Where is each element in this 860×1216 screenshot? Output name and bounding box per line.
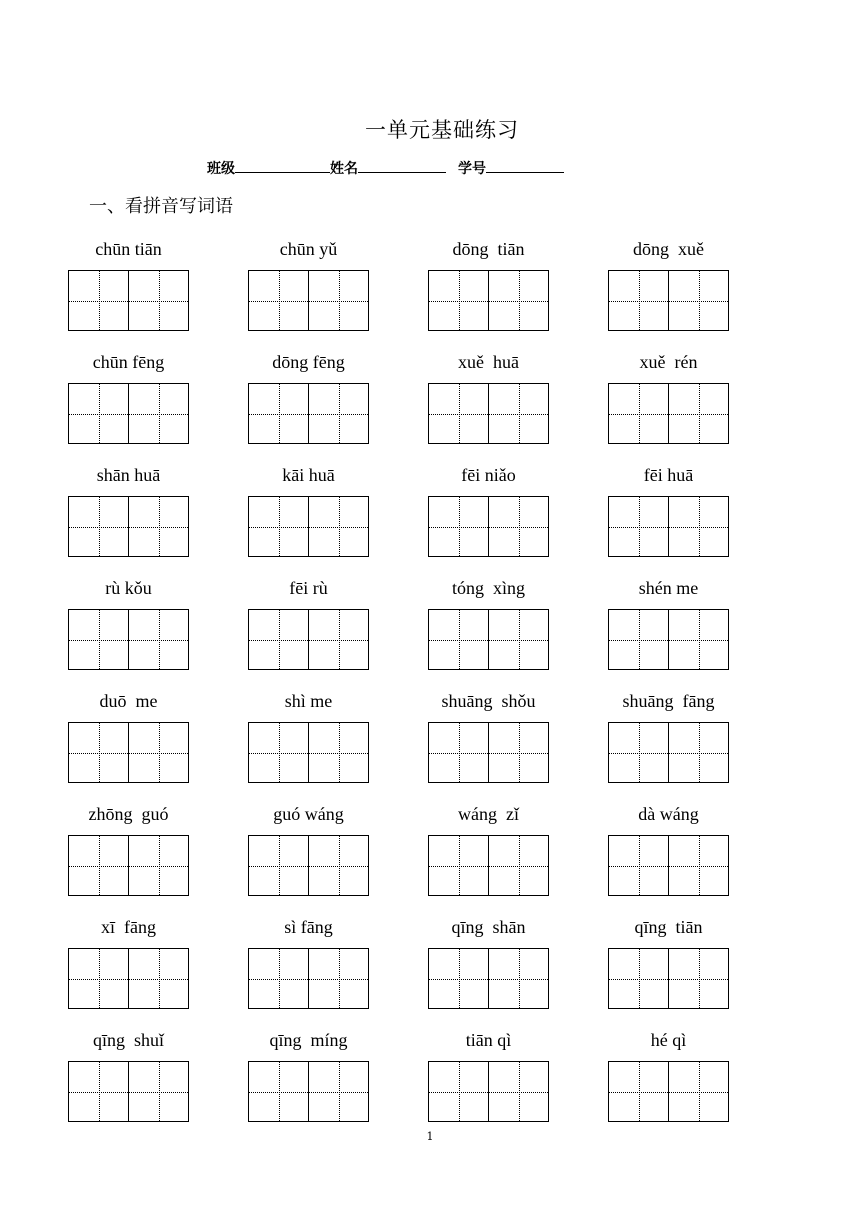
character-box[interactable] [69, 723, 128, 782]
character-box[interactable] [249, 723, 308, 782]
character-box[interactable] [308, 271, 368, 330]
writing-grid [608, 496, 729, 557]
character-box[interactable] [488, 271, 548, 330]
character-box[interactable] [249, 497, 308, 556]
exercise-item [428, 575, 608, 688]
writing-grid [608, 948, 729, 1009]
writing-grid [248, 609, 369, 670]
pinyin-label: dōng tiān [452, 239, 525, 259]
character-box[interactable] [308, 836, 368, 895]
character-box[interactable] [609, 271, 668, 330]
character-box[interactable] [429, 610, 488, 669]
character-box[interactable] [429, 384, 488, 443]
pinyin-label: fēi rù [289, 578, 328, 598]
section-heading: 一、看拼音写词语 [89, 196, 233, 217]
exercise-item [608, 575, 748, 688]
character-box[interactable] [69, 384, 128, 443]
writing-grid [248, 835, 369, 896]
pinyin-label: qīng shān [451, 917, 526, 937]
writing-grid [248, 496, 369, 557]
pinyin-label: xuě rén [639, 352, 698, 372]
character-box[interactable] [249, 1062, 308, 1121]
exercise-item [248, 801, 428, 914]
pinyin-label: dōng xuě [633, 239, 704, 259]
character-box[interactable] [128, 949, 188, 1008]
exercise-row [68, 462, 748, 575]
writing-grid [428, 609, 549, 670]
exercise-row [68, 914, 748, 1027]
character-box[interactable] [308, 723, 368, 782]
pinyin-label: chūn tiān [95, 239, 162, 259]
character-box[interactable] [69, 271, 128, 330]
writing-grid [428, 948, 549, 1009]
character-box[interactable] [668, 836, 728, 895]
writing-grid [428, 835, 549, 896]
name-blank[interactable] [358, 158, 446, 173]
exercise-item [248, 1027, 428, 1140]
character-box[interactable] [128, 610, 188, 669]
exercise-item [608, 688, 748, 801]
exercise-item [68, 462, 248, 575]
character-box[interactable] [429, 949, 488, 1008]
class-label: 班级 [207, 161, 235, 177]
character-box[interactable] [308, 497, 368, 556]
exercise-item [608, 236, 748, 349]
character-box[interactable] [308, 610, 368, 669]
exercise-item [248, 688, 428, 801]
character-box[interactable] [488, 610, 548, 669]
pinyin-label: qīng shuǐ [92, 1030, 164, 1050]
character-box[interactable] [488, 1062, 548, 1121]
pinyin-label: tóng xìng [451, 578, 525, 598]
exercise-item [68, 349, 248, 462]
character-box[interactable] [429, 723, 488, 782]
exercise-item [608, 914, 748, 1027]
character-box[interactable] [128, 384, 188, 443]
character-box[interactable] [128, 723, 188, 782]
character-box[interactable] [668, 497, 728, 556]
exercise-row [68, 688, 748, 801]
exercise-item [428, 914, 608, 1027]
id-blank[interactable] [486, 158, 564, 173]
writing-grid [248, 1061, 369, 1122]
character-box[interactable] [69, 497, 128, 556]
page-number: 1 [426, 1130, 434, 1143]
character-box[interactable] [69, 836, 128, 895]
character-box[interactable] [128, 836, 188, 895]
exercise-item [248, 349, 428, 462]
pinyin-label: chūn yǔ [279, 239, 338, 259]
student-info-line [207, 158, 564, 178]
character-box[interactable] [69, 949, 128, 1008]
writing-grid [608, 722, 729, 783]
character-box[interactable] [249, 836, 308, 895]
writing-grid [608, 270, 729, 331]
exercise-item [428, 236, 608, 349]
writing-grid [428, 1061, 549, 1122]
character-box[interactable] [69, 610, 128, 669]
character-box[interactable] [668, 271, 728, 330]
exercise-row [68, 349, 748, 462]
character-box[interactable] [308, 1062, 368, 1121]
pinyin-label: shén me [638, 578, 699, 598]
exercise-row [68, 236, 748, 349]
character-box[interactable] [429, 497, 488, 556]
character-box[interactable] [609, 384, 668, 443]
character-box[interactable] [128, 497, 188, 556]
pinyin-label: dà wáng [638, 804, 699, 824]
writing-grid [608, 383, 729, 444]
character-box[interactable] [429, 836, 488, 895]
character-box[interactable] [609, 1062, 668, 1121]
writing-grid [608, 609, 729, 670]
pinyin-label: zhōng guó [88, 804, 169, 824]
character-box[interactable] [308, 384, 368, 443]
character-box[interactable] [128, 1062, 188, 1121]
writing-grid [428, 496, 549, 557]
class-blank[interactable] [235, 158, 330, 173]
character-box[interactable] [488, 384, 548, 443]
writing-grid [248, 948, 369, 1009]
pinyin-label: qīng míng [269, 1030, 348, 1050]
writing-grid [68, 948, 189, 1009]
name-label: 姓名 [330, 161, 358, 177]
exercise-item [68, 575, 248, 688]
pinyin-label: duō me [99, 691, 158, 711]
pinyin-label: sì fāng [284, 917, 333, 937]
character-box[interactable] [668, 949, 728, 1008]
writing-grid [248, 383, 369, 444]
writing-grid [68, 722, 189, 783]
exercise-item [608, 349, 748, 462]
exercise-item [68, 1027, 248, 1140]
character-box[interactable] [429, 271, 488, 330]
exercise-item [68, 914, 248, 1027]
pinyin-label: xī fāng [101, 917, 156, 937]
pinyin-label: hé qì [650, 1030, 687, 1050]
character-box[interactable] [668, 1062, 728, 1121]
exercise-item [68, 801, 248, 914]
pinyin-label: shuāng shǒu [441, 691, 536, 711]
character-box[interactable] [69, 1062, 128, 1121]
character-box[interactable] [609, 949, 668, 1008]
character-box[interactable] [488, 949, 548, 1008]
character-box[interactable] [668, 610, 728, 669]
exercise-item [68, 688, 248, 801]
character-box[interactable] [249, 949, 308, 1008]
writing-grid [428, 270, 549, 331]
character-box[interactable] [308, 949, 368, 1008]
character-box[interactable] [609, 497, 668, 556]
exercise-item [608, 462, 748, 575]
character-box[interactable] [488, 723, 548, 782]
writing-grid [608, 1061, 729, 1122]
writing-grid [428, 383, 549, 444]
character-box[interactable] [128, 271, 188, 330]
writing-grid [68, 835, 189, 896]
pinyin-label: qīng tiān [634, 917, 703, 937]
pinyin-label: xuě huā [458, 352, 519, 372]
pinyin-label: wáng zǐ [458, 804, 519, 824]
writing-grid [68, 383, 189, 444]
writing-grid [248, 270, 369, 331]
page-title: 一单元基础练习 [365, 118, 519, 142]
pinyin-label: rù kǒu [105, 578, 152, 598]
exercise-item [428, 462, 608, 575]
writing-grid [68, 609, 189, 670]
pinyin-label: shuāng fāng [622, 691, 715, 711]
exercise-item [428, 688, 608, 801]
exercise-row [68, 1027, 748, 1140]
character-box[interactable] [249, 271, 308, 330]
exercise-item [428, 349, 608, 462]
writing-grid [608, 835, 729, 896]
pinyin-label: fēi niǎo [461, 465, 516, 485]
character-box[interactable] [488, 497, 548, 556]
character-box[interactable] [488, 836, 548, 895]
pinyin-label: guó wáng [273, 804, 344, 824]
id-label: 学号 [458, 161, 486, 177]
exercise-item [248, 236, 428, 349]
exercise-item [608, 1027, 748, 1140]
writing-grid [68, 270, 189, 331]
pinyin-label: tiān qì [465, 1030, 512, 1050]
exercise-item [248, 914, 428, 1027]
writing-grid [248, 722, 369, 783]
character-box[interactable] [668, 723, 728, 782]
exercise-item [428, 1027, 608, 1140]
pinyin-label: fēi huā [643, 465, 694, 485]
character-box[interactable] [249, 384, 308, 443]
writing-grid [428, 722, 549, 783]
exercise-item [608, 801, 748, 914]
pinyin-label: dōng fēng [272, 352, 345, 372]
exercise-row [68, 575, 748, 688]
pinyin-label: shì me [284, 691, 333, 711]
pinyin-label: shān huā [96, 465, 161, 485]
writing-grid [68, 496, 189, 557]
exercise-row [68, 801, 748, 914]
exercise-item [248, 462, 428, 575]
exercise-item [248, 575, 428, 688]
pinyin-label: chūn fēng [92, 352, 165, 372]
character-box[interactable] [249, 610, 308, 669]
character-box[interactable] [668, 384, 728, 443]
pinyin-label: kāi huā [282, 465, 335, 485]
exercise-item [68, 236, 248, 349]
exercise-grid [68, 236, 748, 1140]
exercise-item [428, 801, 608, 914]
character-box[interactable] [609, 836, 668, 895]
character-box[interactable] [609, 610, 668, 669]
character-box[interactable] [609, 723, 668, 782]
writing-grid [68, 1061, 189, 1122]
character-box[interactable] [429, 1062, 488, 1121]
